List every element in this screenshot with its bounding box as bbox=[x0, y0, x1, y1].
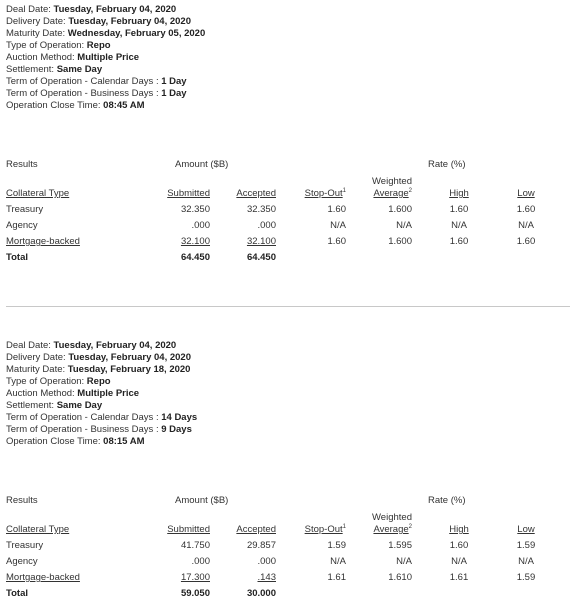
row-weighted-average: 1.600 bbox=[388, 204, 412, 215]
weighted-average-header[interactable]: Average$^2$ bbox=[373, 187, 412, 199]
term-business-days: Term of Operation - Business Days : 9 Days bbox=[6, 424, 192, 435]
settlement: Settlement: Same Day bbox=[6, 400, 103, 411]
row-low: N/A bbox=[518, 220, 534, 231]
collateral-type-header[interactable]: Collateral Type bbox=[6, 188, 70, 199]
term-business-days: Term of Operation - Business Days : 1 Day bbox=[6, 88, 187, 99]
results-label: Results bbox=[6, 495, 38, 506]
row-accepted: .000 bbox=[257, 220, 276, 231]
row-accepted: 32.350 bbox=[246, 204, 276, 215]
term-calendar-days: Term of Operation - Calendar Days : 14 Days bbox=[6, 412, 198, 423]
row-high: 1.60 bbox=[449, 204, 469, 215]
row-accepted: 29.857 bbox=[246, 540, 276, 551]
operation-info bbox=[6, 4, 566, 112]
total-submitted: 64.450 bbox=[180, 252, 210, 263]
high-header[interactable]: High bbox=[449, 188, 469, 199]
amount-label: Amount ($B) bbox=[175, 495, 229, 506]
row-low: 1.59 bbox=[516, 540, 536, 551]
operation-close-time: Operation Close Time: 08:45 AM bbox=[6, 100, 145, 111]
row-type: Treasury bbox=[6, 204, 44, 215]
row-accepted-link[interactable]: 32.100 bbox=[246, 236, 276, 247]
row-weighted-average: N/A bbox=[396, 220, 412, 231]
total-submitted: 59.050 bbox=[180, 588, 210, 599]
type-of-operation: Type of Operation: Repo bbox=[6, 376, 111, 387]
stop-out-header[interactable]: Stop-Out$^1$ bbox=[304, 187, 346, 199]
row-high: N/A bbox=[451, 220, 467, 231]
row-submitted: 32.350 bbox=[180, 204, 210, 215]
operation-close-time: Operation Close Time: 08:15 AM bbox=[6, 436, 145, 447]
term-calendar-days: Term of Operation - Calendar Days : 1 Day bbox=[6, 76, 187, 87]
row-accepted-link[interactable]: .143 bbox=[257, 572, 276, 583]
row-high: 1.60 bbox=[449, 540, 469, 551]
row-weighted-average: 1.610 bbox=[388, 572, 412, 583]
low-header[interactable]: Low bbox=[517, 524, 535, 535]
row-type-link[interactable]: Mortgage-backed bbox=[6, 572, 80, 583]
row-submitted: 41.750 bbox=[180, 540, 210, 551]
row-type: Agency bbox=[6, 556, 38, 567]
row-accepted: .000 bbox=[257, 556, 276, 567]
row-submitted: .000 bbox=[191, 556, 210, 567]
auction-method: Auction Method: Multiple Price bbox=[6, 52, 140, 63]
row-high: N/A bbox=[451, 556, 467, 567]
row-type-link[interactable]: Mortgage-backed bbox=[6, 236, 80, 247]
delivery-date: Delivery Date: Tuesday, February 04, 2020 bbox=[6, 16, 191, 27]
row-type: Agency bbox=[6, 220, 38, 231]
row-low: 1.60 bbox=[516, 204, 536, 215]
row-submitted: .000 bbox=[191, 220, 210, 231]
type-of-operation: Type of Operation: Repo bbox=[6, 40, 111, 51]
row-high: 1.60 bbox=[449, 236, 469, 247]
total-accepted: 64.450 bbox=[246, 252, 276, 263]
section-divider bbox=[6, 306, 570, 307]
row-high: 1.61 bbox=[449, 572, 469, 583]
accepted-header[interactable]: Accepted bbox=[236, 188, 276, 199]
row-stop-out: N/A bbox=[330, 220, 346, 231]
submitted-header[interactable]: Submitted bbox=[167, 188, 210, 199]
auction-method: Auction Method: Multiple Price bbox=[6, 388, 140, 399]
operation-2 bbox=[6, 340, 566, 599]
row-type: Treasury bbox=[6, 540, 44, 551]
stop-out-header[interactable]: Stop-Out$^1$ bbox=[304, 523, 346, 535]
row-stop-out: N/A bbox=[330, 556, 346, 567]
collateral-type-header[interactable]: Collateral Type bbox=[6, 524, 70, 535]
maturity-date: Maturity Date: Tuesday, February 18, 2020 bbox=[6, 364, 191, 375]
high-header[interactable]: High bbox=[449, 524, 469, 535]
row-weighted-average: N/A bbox=[396, 556, 412, 567]
row-submitted-link[interactable]: 32.100 bbox=[180, 236, 210, 247]
deal-date: Deal Date: Tuesday, February 04, 2020 bbox=[6, 4, 177, 15]
rate-label: Rate (%) bbox=[428, 159, 466, 170]
row-weighted-average: 1.600 bbox=[388, 236, 412, 247]
delivery-date: Delivery Date: Tuesday, February 04, 2020 bbox=[6, 352, 191, 363]
row-stop-out: 1.60 bbox=[327, 204, 346, 215]
operation-1 bbox=[6, 4, 566, 263]
results-label: Results bbox=[6, 159, 38, 170]
settlement: Settlement: Same Day bbox=[6, 64, 103, 75]
row-stop-out: 1.61 bbox=[327, 572, 346, 583]
weighted-header-top: Weighted bbox=[372, 176, 412, 187]
row-stop-out: 1.60 bbox=[327, 236, 346, 247]
deal-date: Deal Date: Tuesday, February 04, 2020 bbox=[6, 340, 177, 351]
maturity-date: Maturity Date: Wednesday, February 05, 2020 bbox=[6, 28, 206, 39]
rate-label: Rate (%) bbox=[428, 495, 466, 506]
submitted-header[interactable]: Submitted bbox=[167, 524, 210, 535]
weighted-header-top: Weighted bbox=[372, 512, 412, 523]
weighted-average-header[interactable]: Average$^2$ bbox=[373, 523, 412, 535]
total-label: Total bbox=[6, 252, 28, 263]
accepted-header[interactable]: Accepted bbox=[236, 524, 276, 535]
row-low: N/A bbox=[518, 556, 534, 567]
row-submitted-link[interactable]: 17.300 bbox=[180, 572, 210, 583]
total-label: Total bbox=[6, 588, 28, 599]
row-low: 1.60 bbox=[516, 236, 536, 247]
row-low: 1.59 bbox=[516, 572, 536, 583]
amount-label: Amount ($B) bbox=[175, 159, 229, 170]
row-stop-out: 1.59 bbox=[327, 540, 346, 551]
low-header[interactable]: Low bbox=[517, 188, 535, 199]
operation-info bbox=[6, 340, 566, 448]
total-accepted: 30.000 bbox=[246, 588, 276, 599]
row-weighted-average: 1.595 bbox=[388, 540, 412, 551]
